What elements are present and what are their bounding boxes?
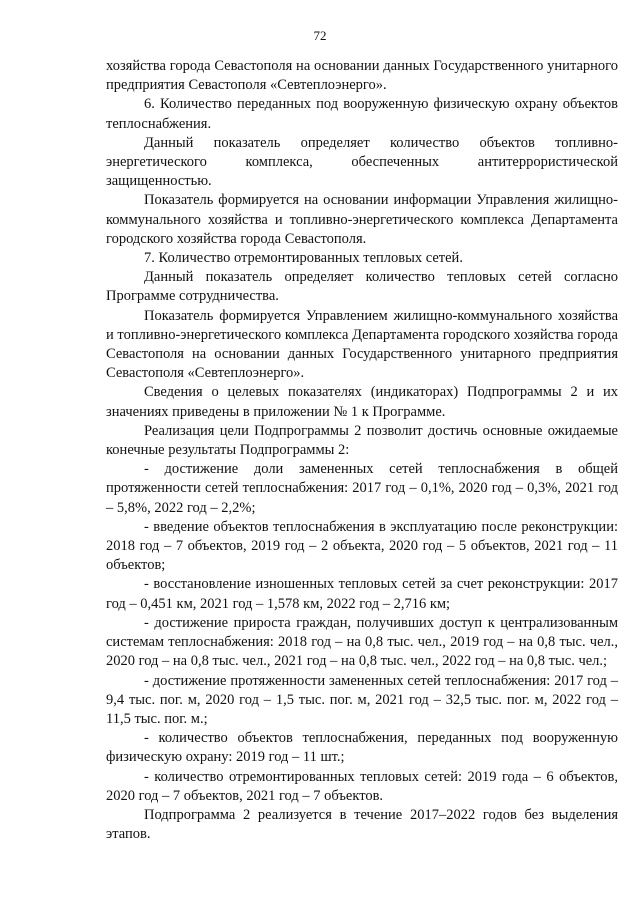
list-item-citizens-access: - достижение прироста граждан, получивших доступ к централизованным системам теплоснабжения: 2018 год – на 0,8 тыс. чел., 2019 год – на 0,8 тыс. чел., 2020 год – на 0,8 тыс. чел., 2021 год – на 0,8 тыс. чел., 2022 год – на 0,8 тыс. чел.; xyxy=(106,614,618,670)
page-number: 72 xyxy=(313,28,327,43)
list-item-objects-guarded: - количество объектов теплоснабжения, переданных под вооруженную физическую охрану: 2019 год – 11 шт.; xyxy=(106,730,618,766)
paragraph-indicator-6-source: Показатель формируется на основании информации Управления жилищно-коммунального хозяйства и топливно-энергетического комплекса Департамента городского хозяйства города Севастополя. xyxy=(106,192,618,247)
paragraph-expected-results-intro: Реализация цели Подпрограммы 2 позволит достичь основные ожидаемые конечные результаты Подпрограммы 2: xyxy=(106,422,618,459)
list-item-networks-restored: - восстановление изношенных тепловых сетей за счет реконструкции: 2017 год – 0,451 км, 2021 год – 1,578 км, 2022 год – 2,716 км; xyxy=(106,576,618,612)
list-item-objects-commissioned: - введение объектов теплоснабжения в эксплуатацию после реконструкции: 2018 год – 7 объектов, 2019 год – 2 объекта, 2020 год – 5 объектов, 2021 год – 11 объектов; xyxy=(106,518,618,574)
list-item-replaced-networks-length: - достижение протяженности замененных сетей теплоснабжения: 2017 год – 9,4 тыс. пог. м, 2020 год – 1,5 тыс. пог. м, 2021 год – 32,5 тыс. пог. м, 2022 год – 11,5 тыс. пог. м.; xyxy=(106,672,618,727)
paragraph-indicator-6-title: 6. Количество переданных под вооруженную физическую охрану объектов теплоснабжения. xyxy=(106,96,618,132)
list-item-networks-repaired: - количество отремонтированных тепловых сетей: 2019 года – 6 объектов, 2020 год – 7 объектов, 2021 год – 7 объектов. xyxy=(106,768,618,804)
document-body xyxy=(106,57,618,844)
paragraph-indicator-7-title: 7. Количество отремонтированных тепловых сетей. xyxy=(144,250,463,267)
paragraph-indicator-7-source: Показатель формируется Управлением жилищно-коммунального хозяйства и топливно-энергетического комплекса Департамента городского хозяйства города Севастополя на основании данных Государственного унитарного предприятия Севастополя «Севтеплоэнерго». xyxy=(106,307,618,382)
paragraph-indicator-7-definition: Данный показатель определяет количество тепловых сетей согласно Программе сотрудничества. xyxy=(106,269,618,305)
list-item-replaced-networks-share: - достижение доли замененных сетей теплоснабжения в общей протяженности сетей теплоснабжения: 2017 год – 0,1%, 2020 год – 0,3%, 2021 год – 5,8%, 2022 год – 2,2%; xyxy=(106,461,618,516)
paragraph-indicator-6-definition: Данный показатель определяет количество объектов топливно-энергетического комплекса, обеспеченных антитеррористической защищенностью. xyxy=(106,134,618,190)
paragraph-implementation-period: Подпрограмма 2 реализуется в течение 2017–2022 годов без выделения этапов. xyxy=(106,806,618,843)
paragraph-indicators-appendix: Сведения о целевых показателях (индикаторах) Подпрограммы 2 и их значениях приведены в приложении № 1 к Программе. xyxy=(106,384,618,420)
paragraph-continuation: хозяйства города Севастополя на основании данных Государственного унитарного предприятия Севастополя «Севтеплоэнерго». xyxy=(106,58,618,94)
